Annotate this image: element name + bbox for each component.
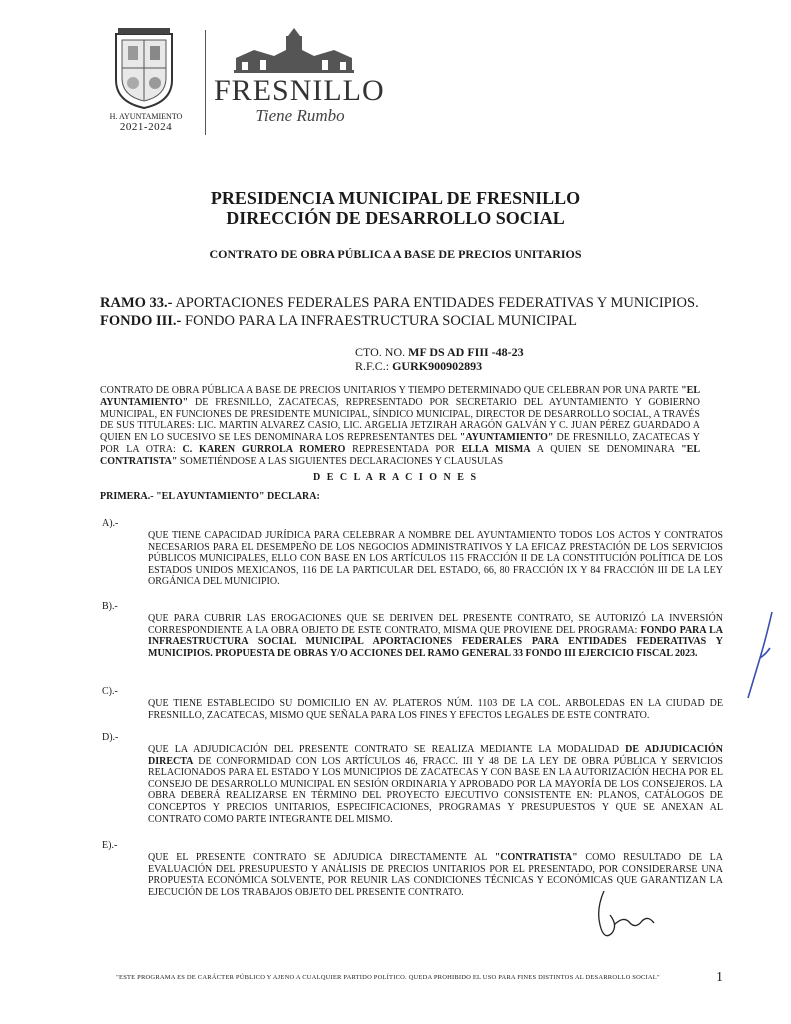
item-c-text: QUE TIENE ESTABLECIDO SU DOMICILIO EN AV. PLATEROS NÚM. 1103 DE LA COL. ARBOLEDAS EN LA CIUDAD DE FRESNILLO, ZACATECAS, MISMO QUE SEÑALA PARA LOS FINES Y EFECTOS LEGALES DE ESTE CONTRATO. xyxy=(148,698,723,721)
intro-text: SOMETIÉNDOSE A LAS SIGUIENTES DECLARACIONES Y CLAUSULAS xyxy=(177,455,504,467)
intro-bold: "EL CONTRATISTA" xyxy=(100,443,701,467)
intro-bold: ELLA MISMA xyxy=(461,443,531,455)
intro-bold: "EL AYUNTAMIENTO" xyxy=(100,385,700,408)
handwritten-signature-bottom xyxy=(590,885,660,945)
item-e-label: E).- xyxy=(102,840,118,851)
item-b-program: FONDO PARA LA INFRAESTRUCTURA SOCIAL MUNICIPAL APORTACIONES FEDERALES PARA ENTIDADES FEDERATIVAS Y MUNICIPIOS. PROPUESTA DE OBRAS Y/O ACCIONES DEL RAMO GENERAL 33 FONDO III EJERCICIO FISCAL 2023. xyxy=(148,624,723,659)
brand-name: FRESNILLO xyxy=(214,74,385,107)
rfc-value: GURK900902893 xyxy=(392,359,483,373)
item-c-label: C).- xyxy=(102,686,118,697)
item-e-bold: "CONTRATISTA" xyxy=(494,852,578,863)
item-b-body: QUE PARA CUBRIR LAS EROGACIONES QUE SE DERIVEN DEL PRESENTE CONTRATO, SE AUTORIZÓ LA INVERSIÓN CORRESPONDIENTE A LA OBRA OBJETO DE ESTE CONTRATO, MISMA QUE PROVIENE DEL PROGRAMA: xyxy=(148,613,723,636)
ayuntamiento-label xyxy=(96,112,196,132)
intro-text: REPRESENTADA POR xyxy=(345,443,462,455)
cto-label: CTO. NO. xyxy=(355,345,406,359)
brand-tagline: Tiene Rumbo xyxy=(255,106,345,125)
declaraciones-heading: D E C L A R A C I O N E S xyxy=(312,472,479,483)
item-e-body: QUE EL PRESENTE CONTRATO SE ADJUDICA DIRECTAMENTE AL xyxy=(148,852,495,863)
ramo-text: APORTACIONES FEDERALES PARA ENTIDADES FEDERATIVAS Y MUNICIPIOS. xyxy=(172,295,699,311)
contract-number-block xyxy=(355,345,524,373)
ayuntamiento-text: H. AYUNTAMIENTO xyxy=(109,112,183,121)
cto-value: MF DS AD FIII -48-23 xyxy=(408,345,524,359)
intro-paragraph xyxy=(100,385,700,468)
page-number: 1 xyxy=(716,970,723,985)
item-d-body: QUE LA ADJUDICACIÓN DEL PRESENTE CONTRATO SE REALIZA MEDIANTE LA MODALIDAD xyxy=(148,744,626,755)
contractor-name: C. KAREN GURROLA ROMERO xyxy=(182,443,346,455)
fondo-label: FONDO III.- xyxy=(100,313,182,329)
intro-text: CONTRATO DE OBRA PÚBLICA A BASE DE PRECIOS UNITARIOS Y TIEMPO DETERMINADO QUE CELEBRAN POR UNA PARTE xyxy=(100,385,682,396)
intro-bold: "AYUNTAMIENTO" xyxy=(459,432,554,444)
item-d-body: DE CONFORMIDAD CON LOS ARTÍCULOS 46, FRACC. III Y 48 DE LA LEY DE OBRA PÚBLICA Y SERVICIOS RELACIONADOS PARA EL ESTADO Y LOS MUNICIPIOS DE ZACATECAS Y CON BASE EN LA AUTORIZACIÓN HECHA POR EL CONSEJO DE DESARROLLO MUNICIPAL EN SESIÓN ORDINARIA Y APROBADO POR LA MAYORÍA DE LOS CONSEJEROS. LA OBRA DEBERÁ REALIZARSE EN TÉRMINO DEL PROYECTO EJECUTIVO CONSISTENTE EN: PLANOS, CATÁLOGOS DE CONCEPTOS Y PRECIOS UNITARIOS, ESPECIFICACIONES, PROGRAMAS Y PRESUPUESTOS Y QUE SE ANEXAN AL CONTRATO COMO PARTE INTEGRANTE DEL MISMO. xyxy=(148,755,723,825)
header-divider xyxy=(205,30,206,135)
period-text: 2021-2024 xyxy=(119,121,173,133)
item-d-label: D).- xyxy=(102,732,119,743)
municipal-seal-logo xyxy=(112,28,176,110)
item-d-text xyxy=(148,744,723,825)
fondo-text: FONDO PARA LA INFRAESTRUCTURA SOCIAL MUNICIPAL xyxy=(181,313,577,329)
contract-type: CONTRATO DE OBRA PÚBLICA A BASE DE PRECIOS UNITARIOS xyxy=(209,247,582,261)
intro-text: DE FRESNILLO, ZACATECAS, REPRESENTADO POR SECRETARIO DEL AYUNTAMIENTO Y GOBIERNO MUNICIPAL, EN FUNCIONES DE PRESIDENTE MUNICIPAL, SÍNDICO MUNICIPAL, DIRECTOR DE DESARROLLO SOCIAL, A TRAVÉS DE SUS TITULARES: LIC. MARTIN ALVAREZ CASIO, LIC. ARGELIA JETZIRAH ARAGÓN GALVÁN Y C. JUAN PÉREZ GUARDADO A QUIEN EN LO SUCESIVO SE LES DENOMINARA LOS REPRESENTANTES DEL xyxy=(100,396,700,444)
title-line-1: PRESIDENCIA MUNICIPAL DE FRESNILLO xyxy=(210,188,581,208)
ramo-block xyxy=(100,294,720,330)
item-a-text: QUE TIENE CAPACIDAD JURÍDICA PARA CELEBRAR A NOMBRE DEL AYUNTAMIENTO TODOS LOS ACTOS Y CONTRATOS NECESARIOS PARA EL DESEMPEÑO DE LOS NEGOCIOS ADMINISTRATIVOS Y LA EFICAZ PRESTACIÓN DE LOS SERVICIOS PÚBLICOS MUNICIPALES, ELLO CON BASE EN LOS ARTÍCULOS 115 FRACCIÓN II DE LA CONSTITUCIÓN POLÍTICA DE LOS ESTADOS UNIDOS MEXICANOS, 116 DE LA PARTICULAR DEL ESTADO, 66, 80 FRACCIÓN IX Y 84 FRACCIÓN III DE LA LEY ORGÁNICA DEL MUNICIPIO. xyxy=(148,530,723,588)
ramo-label: RAMO 33.- xyxy=(100,295,173,311)
intro-text: A QUIEN SE DENOMINARA xyxy=(530,443,682,455)
footer-disclaimer: "ESTE PROGRAMA ES DE CARÁCTER PÚBLICO Y AJENO A CUALQUIER PARTIDO POLÍTICO. QUEDA PROHIBIDO EL USO PARA FINES DISTINTOS AL DESARROLLO SOCIAL" xyxy=(116,974,660,981)
item-a-label: A).- xyxy=(102,518,119,529)
title-line-2: DIRECCIÓN DE DESARROLLO SOCIAL xyxy=(226,208,565,228)
item-b-label: B).- xyxy=(102,601,118,612)
item-d-bold: DE ADJUDICACIÓN DIRECTA xyxy=(148,744,723,767)
primera-heading: PRIMERA.- "EL AYUNTAMIENTO" DECLARA: xyxy=(100,491,320,502)
intro-text: DE FRESNILLO, ZACATECAS Y POR LA OTRA: xyxy=(100,432,700,455)
item-b-text xyxy=(148,613,723,659)
handwritten-signature-margin xyxy=(742,608,778,704)
rfc-label: R.F.C.: xyxy=(355,359,390,373)
item-e-body: COMO RESULTADO DE LA EVALUACIÓN DEL PRESUPUESTO Y ANÁLISIS DE PRECIOS UNITARIOS POR EL PRESENTADO, POR CONSIDERARSE UNA PROPUESTA ECONÓMICA SOLVENTE, POR REUNIR LAS CONDICIONES TÉCNICAS Y ECONÓMICAS QUE GARANTIZAN LA EJECUCIÓN DE LOS TRABAJOS OBJETO DEL PRESENTE CONTRATO. xyxy=(148,852,723,898)
